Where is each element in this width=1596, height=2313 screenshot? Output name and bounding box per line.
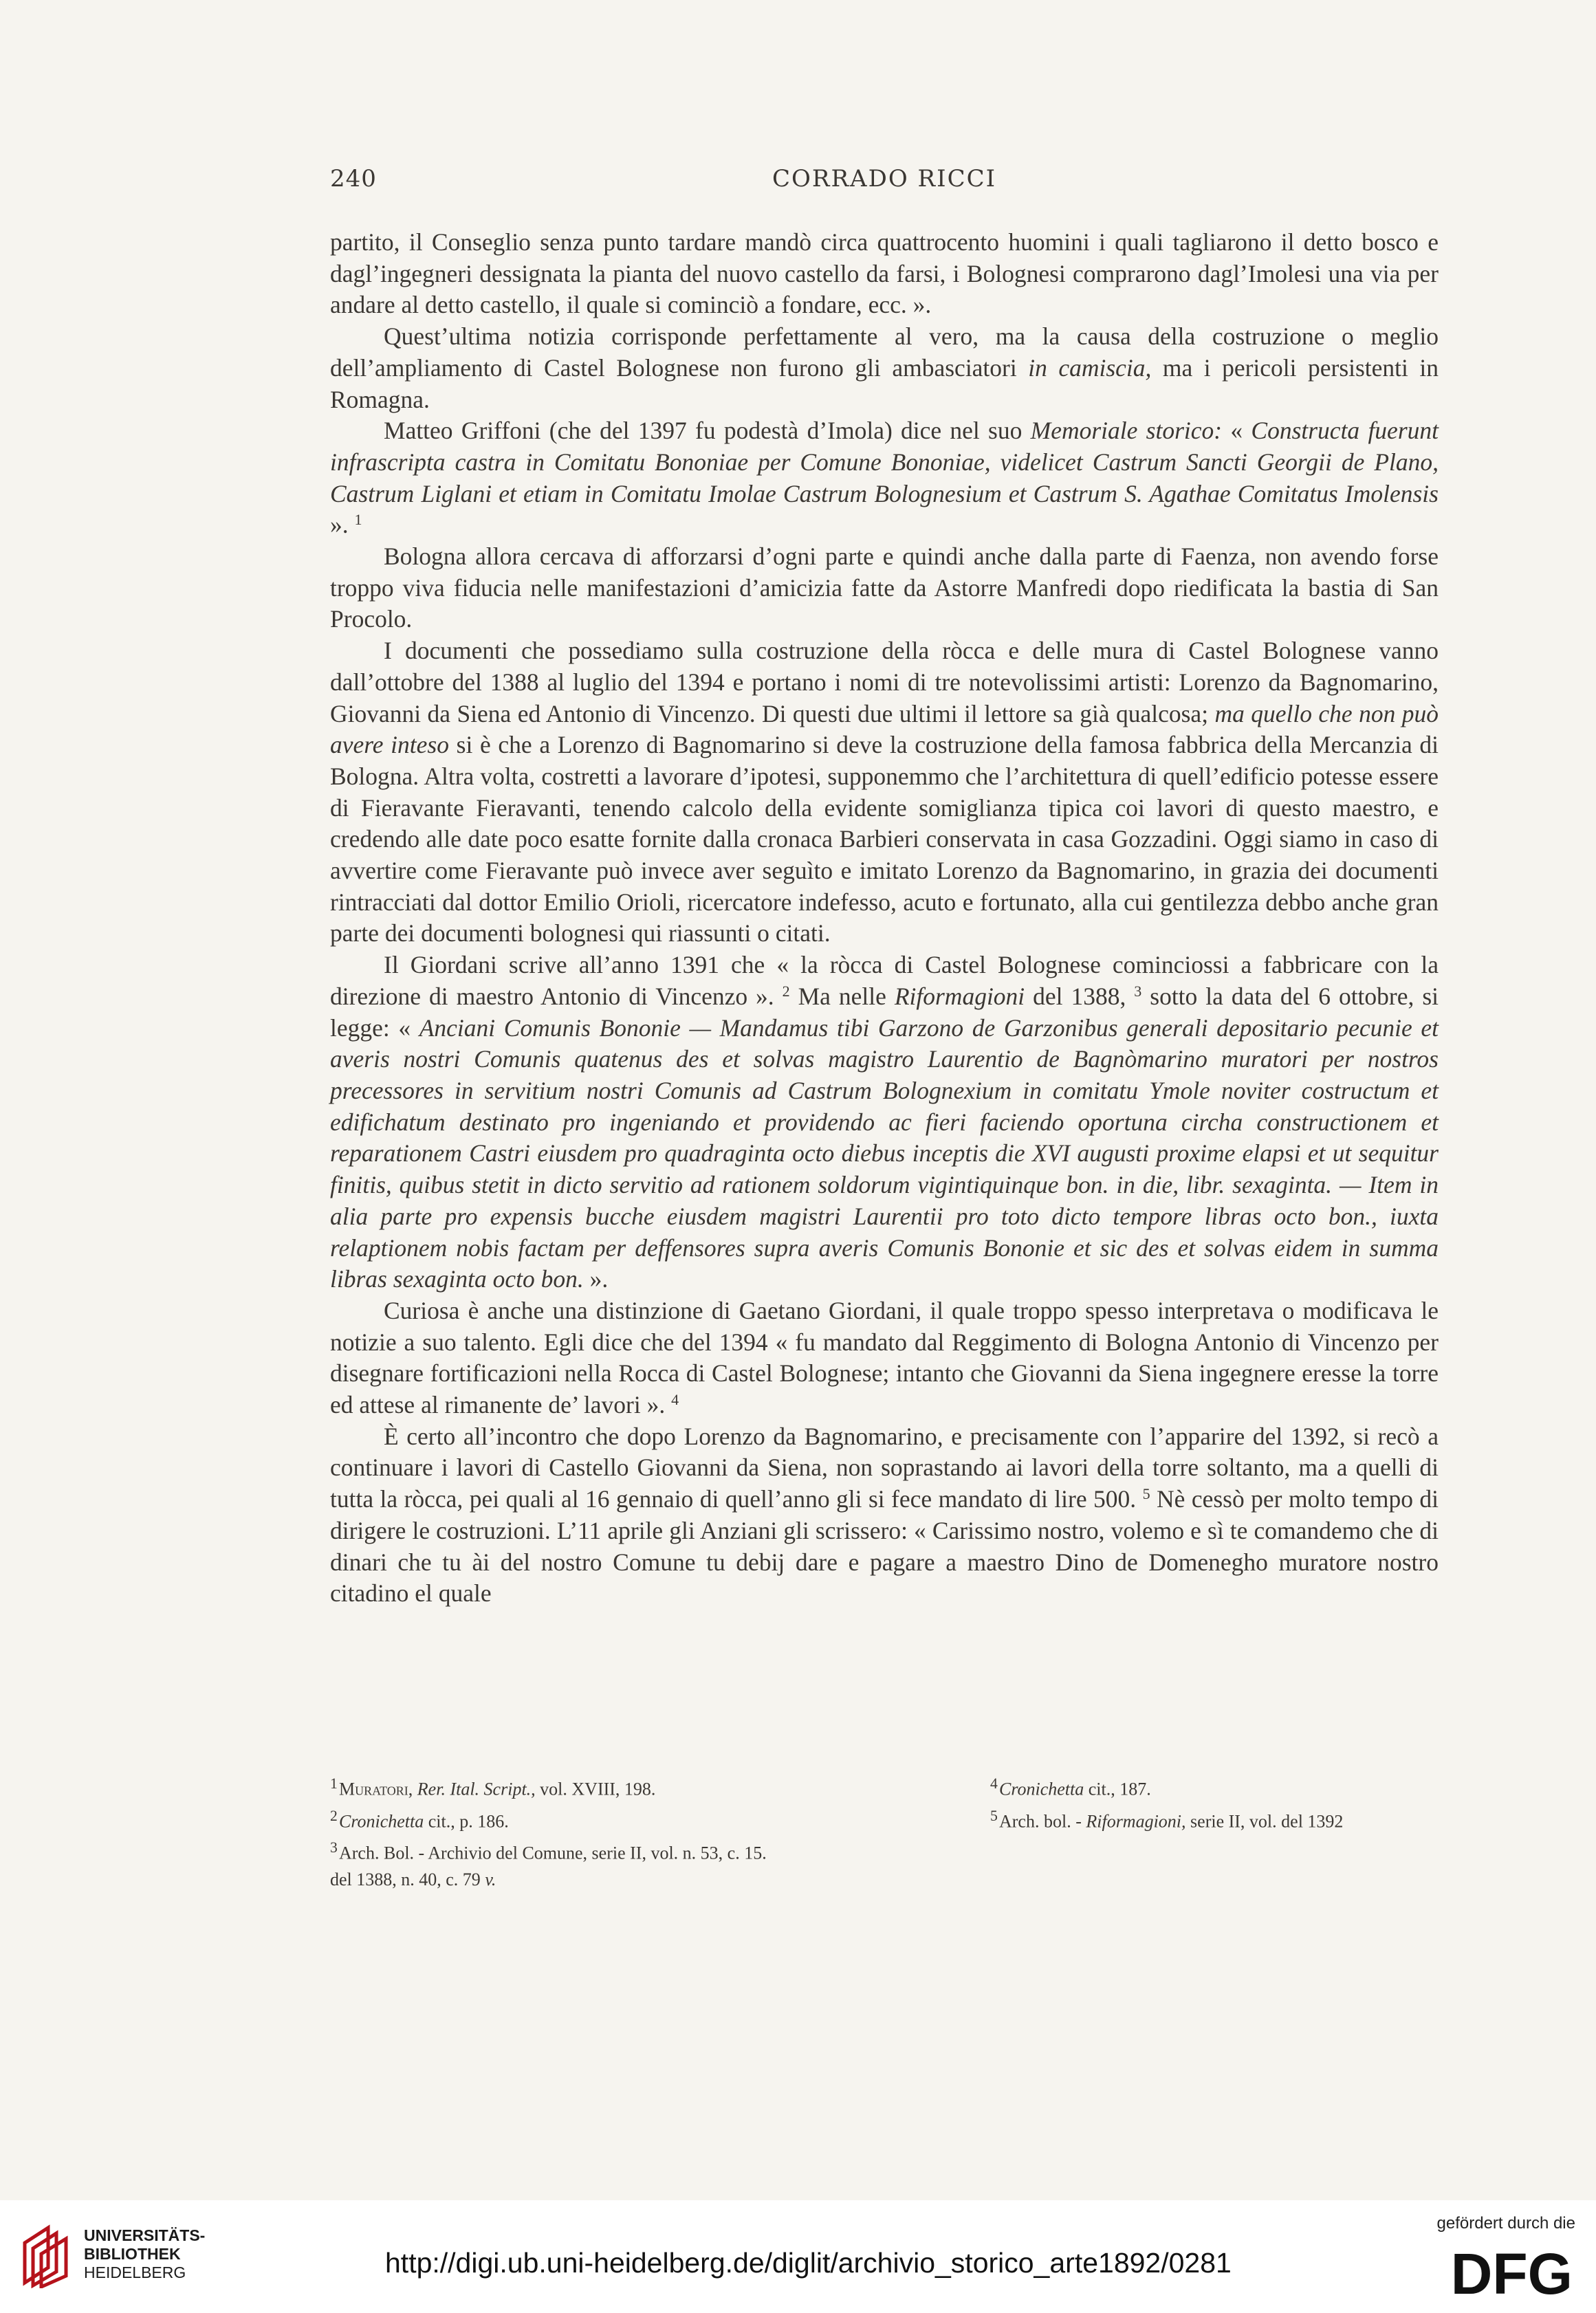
page-number: 240 [330, 165, 377, 193]
footnote-ref-4[interactable]: 4 [671, 1391, 679, 1409]
paragraph-2: Quest’ultima notizia corrisponde perfettamente al vero, ma la causa della costruzione o meglio dell’ampliamento di Castel Bolognese non furono gli ambasciatori in camiscia, ma i pericoli persistenti in Romagna. [330, 322, 1439, 413]
funding-note: gefördert durch die [1436, 2214, 1575, 2233]
library-name: UNIVERSITÄTS- BIBLIOTHEK HEIDELBERG [84, 2226, 206, 2281]
footnote-1: $^1$ Muratori, Rer. Ital. Script., vol. XVIII, 198. [330, 1775, 656, 1799]
footnotes-right-column [990, 1771, 1444, 1834]
permalink-url[interactable]: http://digi.ub.uni-heidelberg.de/diglit/archivio_storico_arte1892/0281 [385, 2247, 1232, 2279]
dfg-funding [1369, 2214, 1575, 2303]
running-title: CORRADO RICCI [772, 165, 997, 193]
footnote-3: $^3$ Arch. Bol. - Archivio del Comune, serie II, vol. n. 53, c. 15. [330, 1839, 767, 1863]
footnote-ref-1[interactable]: 1 [354, 511, 362, 529]
footnote-ref-5[interactable]: 5 [1142, 1485, 1150, 1503]
university-library-logo[interactable] [21, 2214, 206, 2296]
svg-text:DFG: DFG [1450, 2244, 1573, 2299]
footnote-ref-3[interactable]: 3 [1134, 982, 1142, 1000]
paragraph-8: È certo all’incontro che dopo Lorenzo da Bagnomarino, e precisamente con l’apparire del 1392, si recò a continuare i lavori di Castello Giovanni da Siena, non soprastando ai lavori della torre soltanto, ma a quelli di tutta la ròcca, pei quali al 16 gennaio di quell’anno gli si fece mandato di lire 500. $^5$ Nè cessò per molto tempo di dirigere le costruzioni. L’11 aprile gli Anziani gli scrissero: « Carissimo nostro, volemo e sì te comandemo che di dinari che tu ài del nostro Comune tu debij dare e pagare a maestro Dino de Domenegho muratore nostro citadino el quale [330, 1422, 1439, 1608]
footnote-ref-2[interactable]: 2 [782, 982, 790, 1000]
page-header [330, 165, 1439, 206]
footnotes-left-column [330, 1771, 880, 1893]
paragraph-1: partito, il Conseglio senza punto tardare mandò circa quattrocento huomini i quali tagliarono il detto bosco e dagl’ingegneri dessignata la pianta del nuovo castello da farsi, i Bolognesi comprarono dagl’Imolesi una via per andare al detto castello, il quale si cominciò a fondare, ecc. ». [330, 228, 1439, 319]
paragraph-5: I documenti che possediamo sulla costruzione della ròcca e delle mura di Castel Bolognese vanno dall’ottobre del 1388 al luglio del 1394 e portano i nomi di tre notevolissimi artisti: Lorenzo da Bagnomarino, Giovanni da Siena ed Antonio di Vincenzo. Di questi due ultimi il lettore sa già qualcosa; ma quello che non può avere inteso si è che a Lorenzo di Bagnomarino si deve la costruzione della famosa fabbrica della Mercanzia di Bologna. Altra volta, costretti a lavorare d’ipotesi, supponemmo che l’architettura di quell’edificio potesse essere di Fieravante Fieravanti, tenendo calcolo della evidente somiglianza tipica coi lavori di questo maestro, e credendo alle date poco esatte fornite dalla cronaca Barbieri conservata in casa Gozzadini. Oggi siamo in caso di avvertire come Fieravante può invece aver seguìto e imitato Lorenzo da Bagnomarino, in grazia dei documenti rintracciati dal dottor Emilio Orioli, ricercatore indefesso, acuto e fortunato, alla cui gentilezza debbo anche gran parte dei documenti bolognesi qui riassunti o citati. [330, 637, 1439, 947]
digitization-footer [0, 2200, 1596, 2313]
footnote-4: $^4$ Cronichetta cit., 187. [990, 1775, 1151, 1799]
dfg-logo-icon[interactable] [1410, 2244, 1575, 2299]
paragraph-4: Bologna allora cercava di afforzarsi d’ogni parte e quindi anche dalla parte di Faenza, non avendo forse troppo viva fiducia nelle manifestazioni d’amicizia fatte da Astorre Manfredi dopo riedificata la bastia di San Procolo. [330, 542, 1439, 633]
ub-heidelberg-logo-icon [21, 2222, 74, 2288]
paragraph-3: Matteo Griffoni (che del 1397 fu podestà d’Imola) dice nel suo Memoriale storico: « Constructa fuerunt infrascripta castra in Comitatu Bononiae per Comune Bononiae, videlicet Castrum Sancti Georgii de Plano, Castrum Liglani et etiam in Comitatu Imolae Castrum Bolognesium et Castrum S. Agathae Comitatus Imolensis ». $^1$ [330, 417, 1439, 539]
paragraph-7: Curiosa è anche una distinzione di Gaetano Giordani, il quale troppo spesso interpretava o modificava le notizie a suo talento. Egli dice che del 1394 « fu mandato dal Reggimento di Bologna Antonio di Vincenzo per disegnare fortificazioni nella Rocca di Castel Bolognese; intanto che Giovanni da Siena ingegnere eresse la torre ed attese al rimanente de’ lavori ». $^4$ [330, 1296, 1439, 1419]
paragraph-6: Il Giordani scrive all’anno 1391 che « la ròcca di Castel Bolognese cominciossi a fabbricare con la direzione di maestro Antonio di Vincenzo ». $^2$ Ma nelle Riformagioni del 1388, $^3$ sotto la data del 6 ottobre, si legge: « Anciani Comunis Bononie — Mandamus tibi Garzono de Garzonibus generali depositario pecunie et averis nostri Comunis quatenus des et solvas magistro Laurentio de Bagnòmarino muratori per nostros precessores in servitium nostri Comunis ad Castrum Bolognexium in comitatu Ymole noviter costructum et edifichatum destinato pro ingeniando et providendo ac fieri faciendo oportuna circha constructionem et reparationem Castri eiusdem pro quadraginta octo diebus inceptis die XVI augusti proxime elapsi et ut sequitur finitis, quibus stetit in dicto servitio ad rationem soldorum vigintiquinque bon. in die, libr. sexaginta. — Item in alia parte pro expensis bucche eiusdem magistri Laurentii pro toto dicto tempore libras octo bon., iuxta relaptionem nobis factam per deffensores supra averis Comunis Bononie et sic des et solvas eidem in summa libras sexaginta octo bon. ». [330, 951, 1439, 1293]
body-text [330, 227, 1439, 1610]
footnote-5: $^5$ Arch. bol. - Riformagioni, serie II, vol. del 1392 [990, 1807, 1344, 1832]
footnote-2: $^2$ Cronichetta cit., p. 186. [330, 1807, 509, 1832]
footnote-3-continued: del 1388, n. 40, c. 79 v. [330, 1869, 496, 1889]
